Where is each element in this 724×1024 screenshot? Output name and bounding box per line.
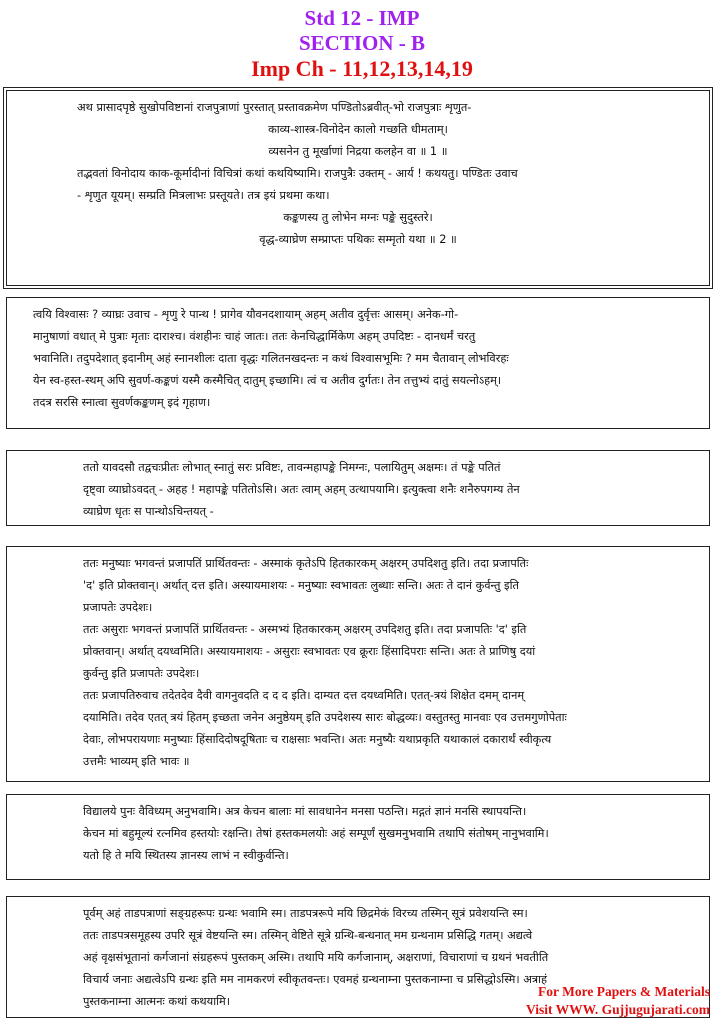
passage-line: विद्यालये पुनः वैविध्यम् अनुभवामि। अत्र केचन बालाः मां सावधानेन मनसा पठन्ति। मद्गतं ज्ञानं मनसि स्थापयन्ति। [83, 805, 527, 818]
passage-box-2 [6, 297, 710, 429]
passage-line: प्रजापतेः उपदेशः। [83, 601, 153, 614]
passage-line: त्वयि विश्वासः ? व्याघ्रः उवाच - शृणु रे पान्थ ! प्रागेव यौवनदशायाम् अहम् अतीव दुर्वृत्तः आसम्। अनेक-गो- [33, 308, 459, 321]
passage-line: व्याघ्रेण धृतः स पान्थोऽचिन्तयत् - [83, 505, 214, 518]
header-chapters: Imp Ch - 11,12,13,14,19 [251, 56, 473, 81]
passage-line: 'द' इति प्रोक्तवान्। अर्थात् दत्त इति। अस्यायमाशयः - मनुष्याः स्वभावतः लुब्धाः सन्ति। अतः ते दानं कुर्वन्तु इति [83, 579, 519, 592]
passage-line: ततो यावदसौ तद्वचःप्रीतः लोभात् स्नातुं सरः प्रविष्टः, तावन्महापङ्के निमग्नः, पलायितुम् अक्षमः। तं पङ्के पतितं [83, 461, 501, 474]
passage-box-1 [6, 90, 710, 286]
passage-line: येन स्व-हस्त-स्थम् अपि सुवर्ण-कङ्कणं यस्मै कस्मैचित् दातुम् इच्छामि। त्वं च अतीव दुर्गतः। तेन तत्तुभ्यं दातुं सयत्नोऽहम्। [33, 374, 502, 387]
passage-box-3 [6, 450, 710, 526]
verse-line: कङ्कणस्य तु लोभेन मग्नः पङ्के सुदुस्तरे। [283, 211, 433, 224]
passage-box-5 [6, 794, 710, 880]
passage-line: तदत्र सरसि स्नात्वा सुवर्णकङ्कणम् इदं गृहाण। [33, 396, 211, 409]
verse-line: वृद्ध-व्याघ्रेण सम्प्राप्तः पथिकः सम्मृतो यथा ॥ 2 ॥ [259, 233, 457, 246]
verse-line: काव्य-शास्त्र-विनोदेन कालो गच्छति धीमताम्। [268, 123, 448, 136]
passage-line: पुस्तकनाम्ना आत्मनः कथां कथयामि। [83, 995, 231, 1008]
passage-line: देवाः, लोभपरायणाः मनुष्याः हिंसादिदोषदूषिताः च राक्षसाः भवन्ति। अतः मनुष्यैः यथाप्रकृति यथाकालं दकारार्थं स्वीकृत्य [83, 733, 552, 746]
passage-line: अहं वृक्षसंभूतानां कर्गजानां संग्रहरूपं पुस्तकम् अस्मि। तथापि मयि कर्गजानाम्, अक्षराणां, विचाराणां च ग्रथनं भवतीति [83, 951, 549, 964]
footer-website-link[interactable]: Visit WWW. Gujjugujarati.com [525, 1002, 710, 1017]
passage-line: - शृणुत यूयम्। सम्प्रति मित्रलाभः प्रस्तूयते। तत्र इयं प्रथमा कथा। [77, 189, 330, 202]
footer-promo: For More Papers & Materials [538, 984, 710, 999]
passage-line: पूर्वम् अहं ताडपत्राणां सङ्ग्रहरूपः ग्रन्थः भवामि स्म। ताडपत्ररूपे मयि छिद्रमेकं विरच्य तस्मिन् सूत्रं प्रवेशयन्ति स्म। [83, 907, 528, 920]
passage-line: विचार्य जनाः अद्यत्वेऽपि ग्रन्थः इति मम नामकरणं स्वीकृतवन्तः। एवमहं ग्रन्थनाम्ना पुस्तकनाम्ना च प्रसिद्धोऽस्मि। अत्राहं [83, 973, 548, 986]
passage-line: उत्तमैः भाव्यम् इति भावः ॥ [83, 755, 190, 768]
header-std: Std 12 - IMP [304, 6, 420, 30]
passage-line: ततः प्रजापतिरुवाच तदेतदेव दैवी वागनुवदति द द द इति। दाम्यत दत्त दयध्वमिति। एतत्-त्रयं शिक्षेत दमम् दानम् [83, 689, 525, 702]
passage-line: भवानिति। तदुपदेशात् इदानीम् अहं स्नानशीलः दाता वृद्धः गलितनखदन्तः न कथं विश्वासभूमिः ? मम चैतावान् लोभविरहः [33, 352, 509, 365]
passage-box-4 [6, 546, 710, 782]
passage-line: कुर्वन्तु इति प्रजापतेः उपदेशः। [83, 667, 200, 680]
verse-line: व्यसनेन तु मूर्खाणां निद्रया कलहेन वा ॥ 1 ॥ [268, 145, 448, 158]
passage-line: यतो हि ते मयि स्थितस्य ज्ञानस्य लाभं न स्वीकुर्वन्ति। [83, 849, 289, 862]
header-section: SECTION - B [298, 31, 426, 55]
passage-line: दयामिति। तदेव एतत् त्रयं हितम् इच्छता जनेन अनुष्ठेयम् इति उपदेशस्य सारः बोद्धव्यः। वस्तुतस्तु मानवाः एव उत्तमगुणोपेताः [83, 711, 567, 724]
passage-line: दृष्ट्वा व्याघ्रोऽवदत् - अहह ! महापङ्के पतितोऽसि। अतः त्वाम् अहम् उत्थापयामि। इत्युक्त्वा शनैः शनैरुपगम्य तेन [83, 483, 520, 496]
passage-line: अथ प्रासादपृष्ठे सुखोपविष्टानां राजपुत्राणां पुरस्तात् प्रस्तावक्रमेण पण्डितोऽब्रवीत्-भो राजपुत्राः शृणुत- [77, 101, 472, 114]
passage-line: ततः मनुष्याः भगवन्तं प्रजापतिं प्रार्थितवन्तः - अस्माकं कृतेऽपि हितकारकम् अक्षरम् उपदिशतु इति। तदा प्रजापतिः [83, 557, 529, 570]
passage-line: मानुषाणां वधात् मे पुत्राः मृताः दाराश्च। वंशहीनः चाहं जातः। ततः केनचिद्धार्मिकेण अहम् उपदिष्टः - दानधर्मं चरतु [33, 330, 476, 343]
passage-line: ततः असुराः भगवन्तं प्रजापतिं प्रार्थितवन्तः - अस्मभ्यं हितकारकम् अक्षरम् उपदिशतु इति। तदा प्रजापतिः 'द' इति [83, 623, 527, 636]
passage-line: केचन मां बहुमूल्यं रत्नमिव हस्तयोः रक्षन्ति। तेषां हस्तकमलयोः अहं सम्पूर्णं सुखमनुभवामि तथापि संतोषम् नानुभवामि। [83, 827, 549, 840]
passage-line: तद्भवतां विनोदाय काक-कूर्मादीनां विचित्रां कथां कथयिष्यामि। राजपुत्रैः उक्तम् - आर्य ! कथयतु। पण्डितः उवाच [77, 167, 518, 180]
passage-line: प्रोक्तवान्। अर्थात् दयध्वमिति। अस्यायमाशयः - असुराः स्वभावतः एव क्रूराः हिंसादिपराः सन्ति। अतः ते प्राणिषु दयां [83, 645, 536, 658]
passage-line: ततः ताडपत्रसमूहस्य उपरि सूत्रं वेष्टयन्ति स्म। तस्मिन् वेष्टिते सूत्रे ग्रन्थि-बन्धनात् मम ग्रन्थनाम प्रसिद्धि गतम्। अद्यत्वे [83, 929, 533, 942]
